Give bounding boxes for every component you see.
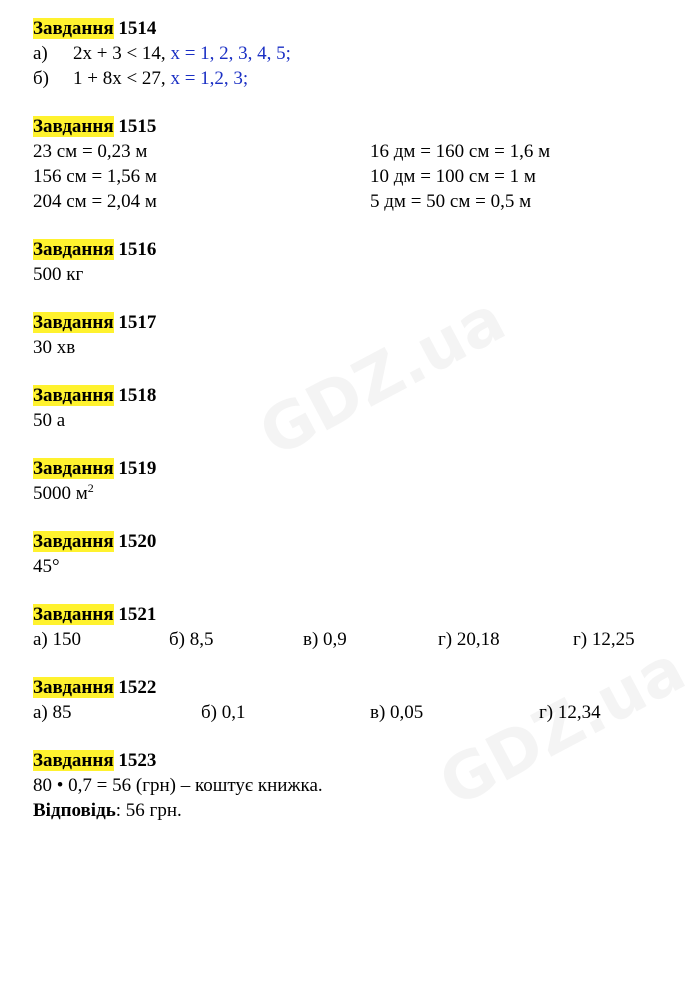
task-heading-word: Завдання [33, 18, 114, 39]
task-1519 [33, 457, 683, 506]
task-heading [33, 749, 683, 773]
task-1515 [33, 115, 683, 214]
answer-value: 5000 м [33, 483, 88, 504]
solution: x = 1,2, 3; [170, 68, 249, 89]
conversion-row [33, 189, 683, 214]
answer-item: г) 20,18 [438, 629, 500, 650]
task-number: 1523 [118, 750, 157, 771]
task-1522 [33, 676, 683, 725]
final-answer [33, 798, 683, 823]
task-number: 1518 [118, 385, 157, 406]
solution-line: 80 • 0,7 = 56 (грн) – коштує книжка. [33, 775, 323, 796]
task-heading-word: Завдання [33, 385, 114, 406]
task-heading-word: Завдання [33, 239, 114, 260]
task-heading [33, 238, 683, 262]
task-answer: 45° [33, 556, 60, 577]
conversion-right: 10 дм = 100 см = 1 м [370, 166, 536, 187]
conversion-left: 156 см = 1,56 м [33, 166, 157, 187]
task-number: 1516 [118, 239, 157, 260]
task-heading-word: Завдання [33, 458, 114, 479]
inequality: 1 + 8x < 27, [73, 68, 171, 89]
task-answer [33, 481, 683, 506]
conversion-left: 204 см = 2,04 м [33, 191, 157, 212]
task-1517 [33, 311, 683, 360]
task-heading [33, 603, 683, 627]
task-heading [33, 384, 683, 408]
answer-item: а) 150 [33, 629, 82, 650]
row-label: б) [33, 68, 49, 89]
document-page [33, 17, 683, 847]
answer-text: : 56 грн. [115, 800, 182, 821]
task-heading [33, 17, 683, 41]
answer-item: г) 12,34 [539, 702, 601, 723]
task-heading [33, 457, 683, 481]
task-1521 [33, 603, 683, 652]
task-1514 [33, 17, 683, 91]
answer-item: г) 12,25 [573, 629, 635, 650]
conversion-right: 5 дм = 50 см = 0,5 м [370, 191, 532, 212]
superscript: 2 [87, 481, 94, 495]
inequality-row-b [33, 66, 683, 91]
answers-row [33, 700, 683, 725]
answer-item: в) 0,9 [303, 629, 347, 650]
task-1520 [33, 530, 683, 579]
task-1523 [33, 749, 683, 823]
task-heading-word: Завдання [33, 604, 114, 625]
inequality: 2x + 3 < 14, [73, 43, 171, 64]
answers-row [33, 627, 683, 652]
task-number: 1522 [118, 677, 157, 698]
task-heading [33, 530, 683, 554]
task-heading-word: Завдання [33, 531, 114, 552]
answer-item: в) 0,05 [370, 702, 424, 723]
task-heading-word: Завдання [33, 750, 114, 771]
task-answer: 50 а [33, 410, 66, 431]
task-answer: 30 хв [33, 337, 76, 358]
task-1518 [33, 384, 683, 433]
row-label: а) [33, 43, 48, 64]
inequality-row-a [33, 41, 683, 66]
task-heading-word: Завдання [33, 116, 114, 137]
task-answer: 500 кг [33, 264, 84, 285]
task-number: 1515 [118, 116, 157, 137]
answer-item: б) 8,5 [169, 629, 214, 650]
task-heading-word: Завдання [33, 677, 114, 698]
task-heading [33, 676, 683, 700]
task-number: 1521 [118, 604, 157, 625]
conversion-row [33, 139, 683, 164]
task-number: 1514 [118, 18, 157, 39]
answer-label: Відповідь [33, 800, 116, 821]
solution: x = 1, 2, 3, 4, 5; [170, 43, 291, 64]
task-heading [33, 115, 683, 139]
answer-item: а) 85 [33, 702, 72, 723]
task-number: 1517 [118, 312, 157, 333]
task-number: 1519 [118, 458, 157, 479]
answer-item: б) 0,1 [201, 702, 246, 723]
task-1516 [33, 238, 683, 287]
conversion-right: 16 дм = 160 см = 1,6 м [370, 141, 551, 162]
task-heading [33, 311, 683, 335]
task-number: 1520 [118, 531, 157, 552]
conversion-left: 23 см = 0,23 м [33, 141, 148, 162]
conversion-row [33, 164, 683, 189]
task-heading-word: Завдання [33, 312, 114, 333]
